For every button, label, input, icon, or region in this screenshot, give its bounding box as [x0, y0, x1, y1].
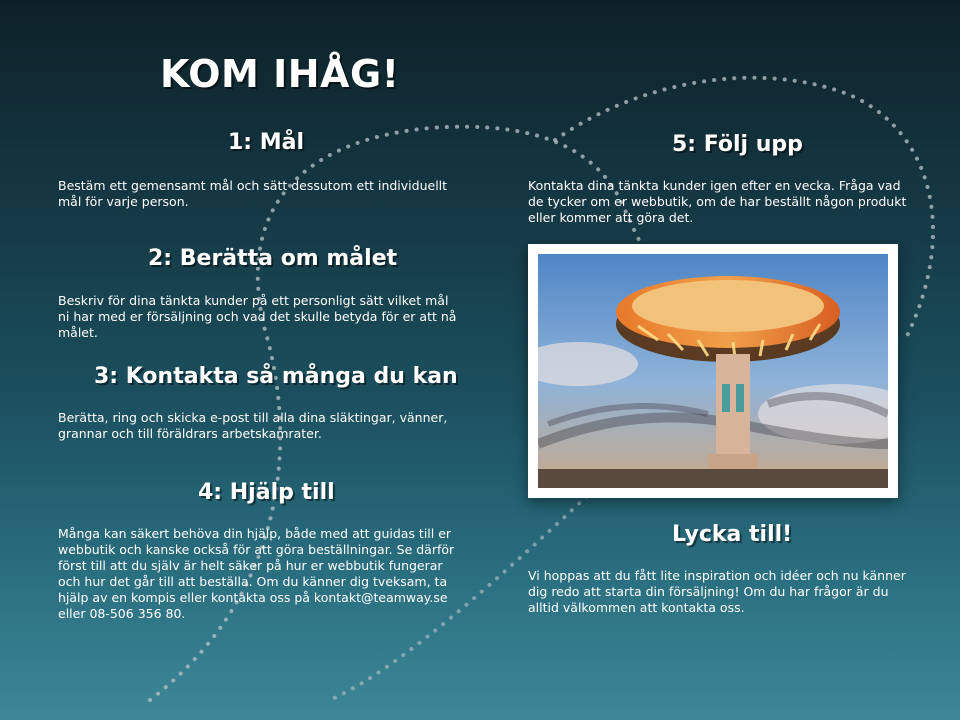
step-1-heading: 1: Mål [228, 130, 305, 155]
step-3-text: Berätta, ring och skicka e-post till alla dina släktingar, vänner, grannar och till föräldrars arbetskamrater. [58, 410, 448, 441]
closing-text: Vi hoppas att du fått lite inspiration och idéer och nu känner dig redo att starta din försäljning! Om du har frågor är du alltid välkommen att kontakta oss. [528, 568, 906, 615]
step-4-text: Många kan säkert behöva din hjälp, både med att guidas till er webbutik och kanske också för att göra beställningar. Se därför först till att du själv är helt säker på hur er webbutik fungerar och hur det går till att beställa. Om du känner dig tveksam, ta hjälp av en kompis eller kontakta oss på kontakt@teamway.se eller 08-506 356 80. [58, 526, 455, 621]
carousel-illustration [538, 254, 888, 488]
step-2-text: Beskriv för dina tänkta kunder på ett personligt sätt vilket mål ni har med er försäljning och vad det skulle betyda för er att nå målet. [58, 293, 457, 340]
step-3-heading: 3: Kontakta så många du kan [94, 364, 458, 389]
step-5-text: Kontakta dina tänkta kunder igen efter en vecka. Fråga vad de tycker om er webbutik, om de har beställt någon produkt eller kommer att göra det. [528, 178, 907, 225]
step-4-heading: 4: Hjälp till [198, 480, 335, 505]
page-title: KOM IHÅG! [160, 52, 400, 96]
closing-heading: Lycka till! [672, 522, 793, 547]
carousel-photo [528, 244, 898, 498]
step-2-heading: 2: Berätta om målet [148, 246, 398, 271]
step-5-heading: 5: Följ upp [672, 132, 803, 157]
step-1-text: Bestäm ett gemensamt mål och sätt dessutom ett individuellt mål för varje person. [58, 178, 448, 209]
